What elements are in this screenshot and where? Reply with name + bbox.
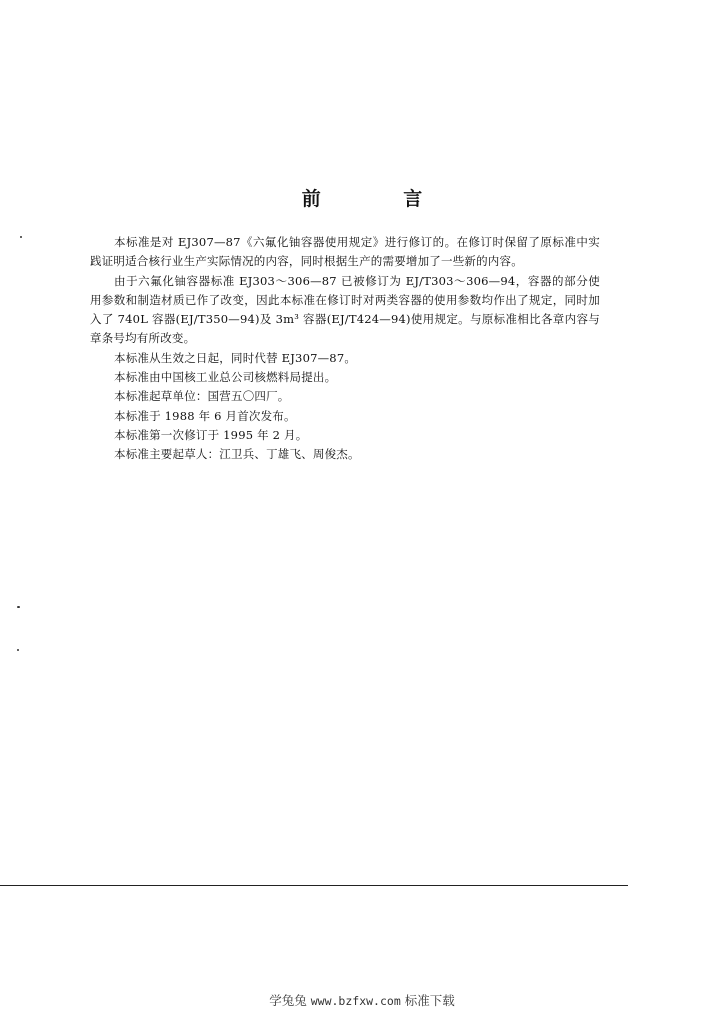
paragraph-first-revision: 本标准第一次修订于 1995 年 2 月。 (114, 427, 308, 442)
paragraph-revision-basis: 本标准是对 EJ307—87《六氟化铀容器使用规定》进行修订的。在修订时保留了原标准中实践证明适合核行业生产实际情况的内容，同时根据生产的需要增加了一些新的内容。 (90, 235, 600, 269)
paragraph-drafters: 本标准主要起草人：江卫兵、丁雄飞、周俊杰。 (114, 447, 360, 462)
foreword-heading: 前 言 (301, 188, 461, 210)
paragraph-proposer: 本标准由中国核工业总公司核燃料局提出。 (114, 370, 337, 385)
footer-divider (0, 885, 628, 886)
scan-speck (17, 649, 19, 651)
footer-url-link[interactable]: www.bzfxw.com (310, 994, 401, 1008)
footer-site-name: 学兔兔 (269, 993, 307, 1008)
paragraph-first-release: 本标准于 1988 年 6 月首次发布。 (114, 408, 296, 423)
foreword-body (90, 233, 600, 465)
scan-speck (20, 236, 22, 238)
paragraph-drafting-unit: 本标准起草单位：国营五〇四厂。 (114, 389, 290, 404)
paragraph-container-changes: 由于六氟化铀容器标准 EJ303～306—87 已被修订为 EJ/T303～306—94，容器的部分使用参数和制造材质已作了改变，因此本标准在修订时对两类容器的使用参数均作出了规定，同时加入了 740L 容器(EJ/T350—94)及 3m³ 容器(EJ/T424—94)使用规定。与原标准相比各章内容与章条号均有所改变。 (90, 273, 600, 346)
scan-speck (17, 606, 20, 608)
footer-tagline: 标准下载 (404, 993, 455, 1008)
paragraph-effective-date: 本标准从生效之日起，同时代替 EJ307—87。 (114, 350, 357, 365)
site-footer (0, 991, 724, 1009)
